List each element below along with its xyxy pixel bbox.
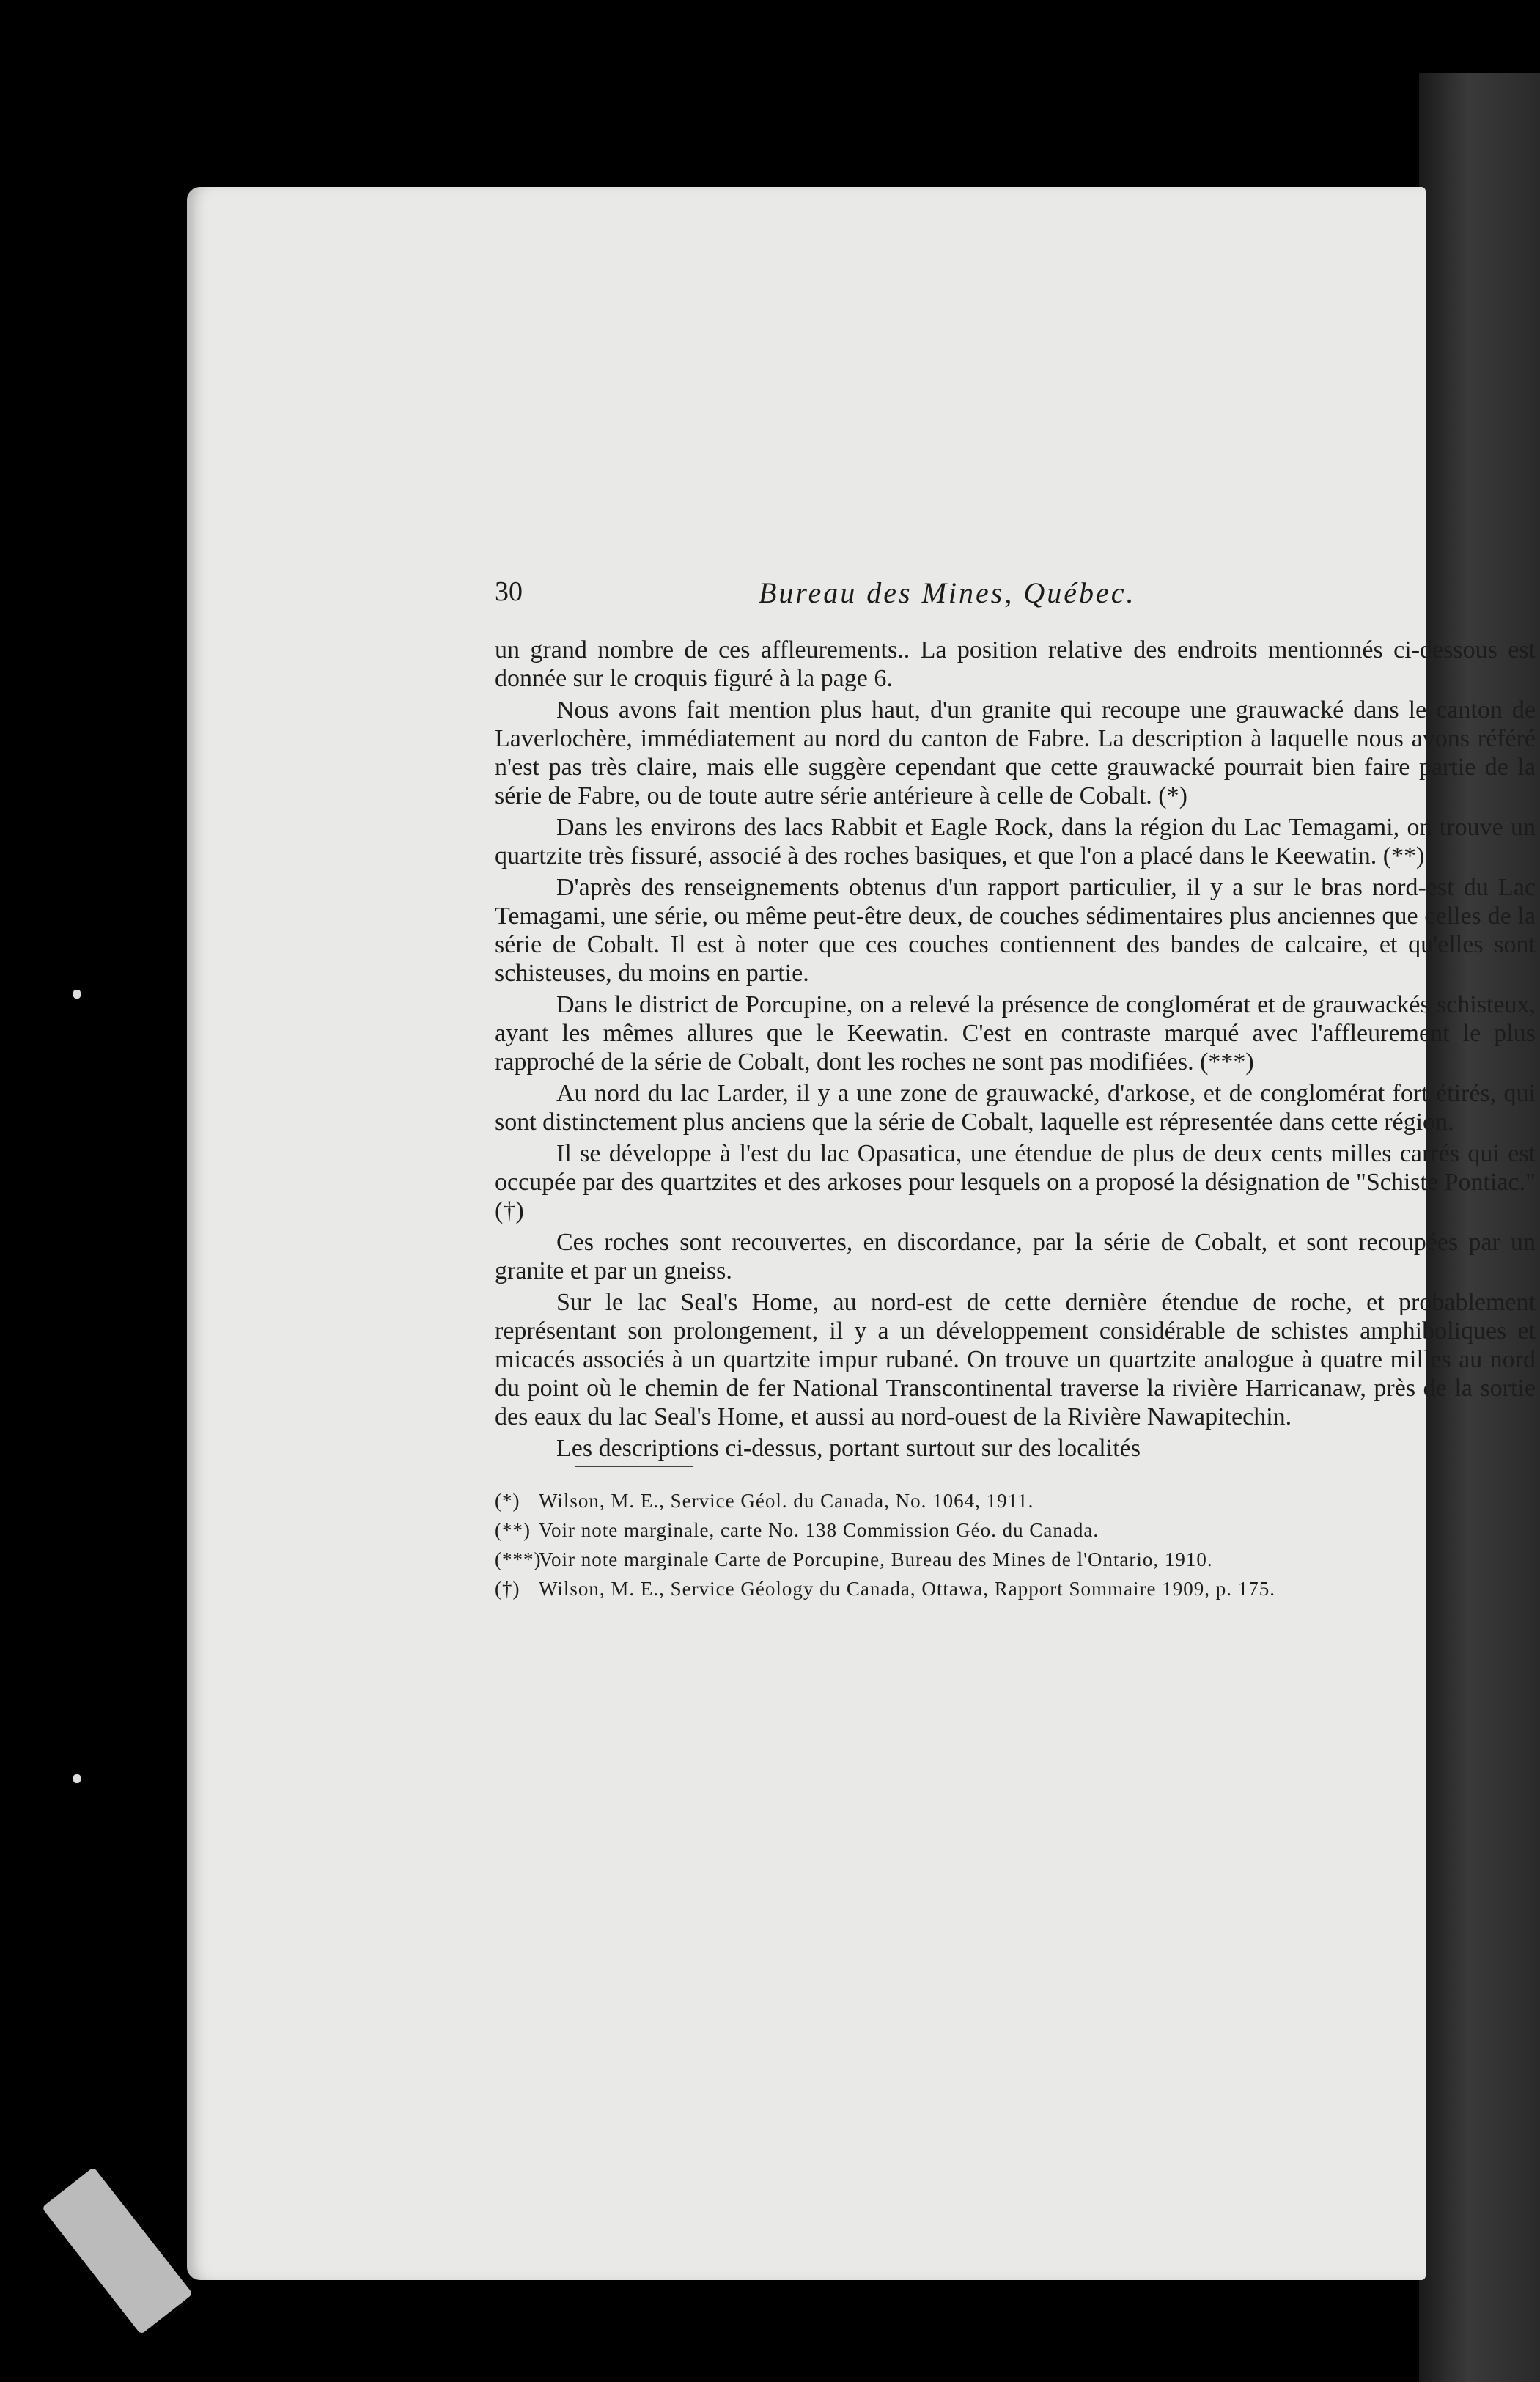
running-title: Bureau des Mines, Québec. (759, 576, 1136, 609)
footnote-rule (575, 1466, 693, 1467)
book-page (187, 187, 1536, 2280)
footnote-mark: (***) (495, 1548, 542, 1570)
running-head (495, 576, 1536, 620)
paragraph: Dans les environs des lacs Rabbit et Eagle Rock, dans la région du Lac Temagami, on trouve un quartzite très fissuré, associé à des roches basiques, et que l'on a placé dans le Keewatin. (**) (495, 814, 1536, 870)
paragraph: Sur le lac Seal's Home, au nord-est de cette dernière étendue de roche, et probablement représentant son prolongement, il y a un développement considérable de schistes amphiboliques et micacés associés à un quartzite impur rubané. On trouve un quartzite analogue à quatre milles au nord du point où le chemin de fer National Transcontinental traverse la rivière Harricanaw, près de la sortie des eaux du lac Seal's Home, et aussi au nord-ouest de la Rivière Nawapitechin. (495, 1289, 1536, 1430)
footnote-text: Wilson, M. E., Service Géology du Canada, Ottawa, Rapport Sommaire 1909, p. 175. (539, 1578, 1276, 1600)
footnotes (495, 1489, 1536, 1600)
footnote-mark: (†) (495, 1578, 520, 1600)
paragraph: Au nord du lac Larder, il y a une zone de grauwacké, d'arkose, et de conglomérat fort étirés, qui sont distinctement plus anciens que la série de Cobalt, laquelle est répresentée dans cette région. (495, 1080, 1536, 1136)
footnote-text: Wilson, M. E., Service Géol. du Canada, No. 1064, 1911. (539, 1490, 1034, 1512)
footnote (495, 1489, 1536, 1512)
footnote (495, 1577, 1536, 1600)
text-block (495, 576, 1536, 1606)
footnote (495, 1548, 1536, 1571)
footnote (495, 1518, 1536, 1542)
scan-speck (73, 990, 81, 999)
page-number: 30 (495, 576, 523, 607)
paragraph: Les descriptions ci-dessus, portant surtout sur des localités (556, 1435, 1141, 1462)
paragraph: Nous avons fait mention plus haut, d'un granite qui recoupe une grauwacké dans le canton de Laverlochère, immédiatement au nord du canton de Fabre. La description à laquelle nous avons référé n'est pas très claire, mais elle suggère cependant que cette grauwacké pourrait bien faire partie de la série de Fabre, ou de toute autre série antérieure à celle de Cobalt. (*) (495, 696, 1536, 809)
paragraph: D'après des renseignements obtenus d'un rapport particulier, il y a sur le bras nord-est du Lac Temagami, une série, ou même peut-être deux, de couches sédimentaires plus anciennes que celles de la série de Cobalt. Il est à noter que ces couches contiennent des bandes de calcaire, et qu'elles sont schisteuses, du moins en partie. (495, 874, 1536, 987)
paragraph: Dans le district de Porcupine, on a relevé la présence de conglomérat et de grauwackés schisteux, ayant les mêmes allures que le Keewatin. C'est en contraste marqué avec l'affleurement le plus rapproché de la série de Cobalt, dont les roches ne sont pas modifiées. (***) (495, 991, 1536, 1076)
paragraph: Ces roches sont recouvertes, en discordance, par la série de Cobalt, et sont recoupées par un granite et par un gneiss. (495, 1229, 1536, 1284)
paper-scrap (42, 2167, 193, 2335)
footnote-mark: (**) (495, 1519, 531, 1541)
paragraph: Il se développe à l'est du lac Opasatica, une étendue de plus de deux cents milles carrés qui est occupée par des quartzites et des arkoses pour lesquels on a proposé la désignation de "Schiste Pontiac." (†) (495, 1140, 1536, 1224)
scan-speck (73, 1774, 81, 1783)
paragraph: un grand nombre de ces affleurements.. La position relative des endroits mentionnés ci-dessous est donnée sur le croquis figuré à la page 6. (495, 636, 1536, 692)
footnote-text: Voir note marginale Carte de Porcupine, Bureau des Mines de l'Ontario, 1910. (539, 1548, 1213, 1570)
footnote-mark: (*) (495, 1490, 520, 1512)
footnote-text: Voir note marginale, carte No. 138 Commission Géo. du Canada. (539, 1519, 1099, 1541)
